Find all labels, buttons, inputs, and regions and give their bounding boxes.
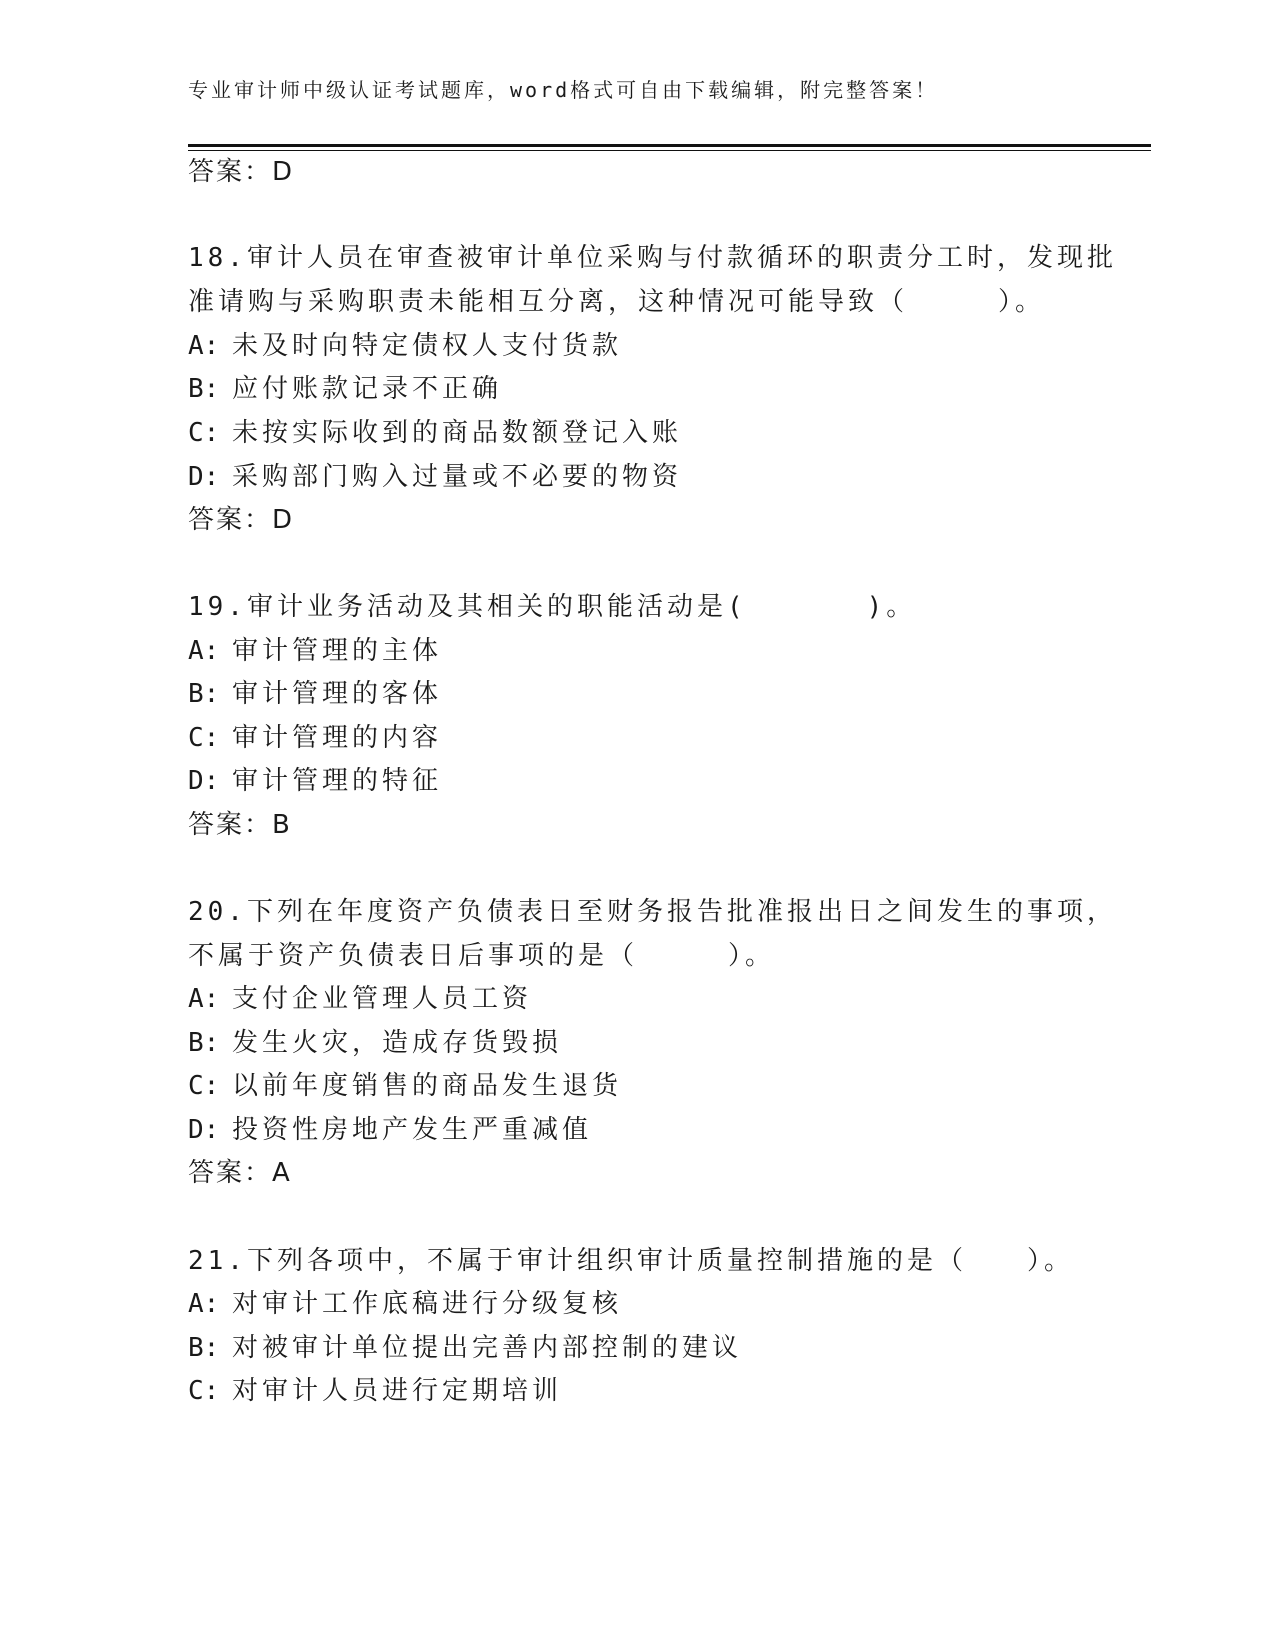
header-rule-thick bbox=[188, 144, 1151, 147]
option-text: 对审计工作底稿进行分级复核 bbox=[232, 1289, 623, 1319]
question-18-stem-line-1: 18.审计人员在审查被审计单位采购与付款循环的职责分工时，发现批 bbox=[188, 243, 1117, 273]
question-21-option-b bbox=[188, 1333, 742, 1363]
question-21-stem-line-1: 21.下列各项中，不属于审计组织审计质量控制措施的是（ ）。 bbox=[188, 1246, 1074, 1276]
option-text: 支付企业管理人员工资 bbox=[232, 984, 533, 1014]
option-label: A: bbox=[188, 1289, 220, 1319]
question-21-option-a bbox=[188, 1289, 622, 1319]
question-20-answer: 答案：A bbox=[188, 1158, 292, 1188]
question-20-option-d bbox=[188, 1115, 592, 1145]
question-19-option-d bbox=[188, 766, 442, 796]
option-text: 发生火灾，造成存货毁损 bbox=[232, 1028, 563, 1058]
question-18-option-a bbox=[188, 331, 622, 361]
option-text: 审计管理的主体 bbox=[232, 636, 443, 666]
option-label: D: bbox=[188, 1115, 220, 1145]
option-label: D: bbox=[188, 462, 220, 492]
option-text: 未及时向特定债权人支付货款 bbox=[232, 331, 623, 361]
option-label: A: bbox=[188, 984, 220, 1014]
page-header: 专业审计师中级认证考试题库，word格式可自由下载编辑，附完整答案！ bbox=[188, 78, 939, 102]
option-label: C: bbox=[188, 723, 220, 753]
option-text: 审计管理的客体 bbox=[232, 679, 443, 709]
option-label: B: bbox=[188, 1333, 220, 1363]
question-19-stem-line-1: 19.审计业务活动及其相关的职能活动是( )。 bbox=[188, 592, 917, 622]
option-text: 对被审计单位提出完善内部控制的建议 bbox=[232, 1333, 743, 1363]
question-20-option-b bbox=[188, 1028, 562, 1058]
question-20-option-c bbox=[188, 1071, 622, 1101]
option-text: 未按实际收到的商品数额登记入账 bbox=[232, 418, 683, 448]
question-21-option-c bbox=[188, 1376, 562, 1406]
option-label: C: bbox=[188, 1376, 220, 1406]
question-19-option-c bbox=[188, 723, 442, 753]
question-20-stem-line-1: 20.下列在年度资产负债表日至财务报告批准报出日之间发生的事项， bbox=[188, 897, 1117, 927]
option-text: 投资性房地产发生严重减值 bbox=[232, 1115, 593, 1145]
question-19-answer: 答案：B bbox=[188, 810, 292, 840]
option-label: C: bbox=[188, 1071, 220, 1101]
question-18-option-b bbox=[188, 374, 502, 404]
option-label: B: bbox=[188, 679, 220, 709]
option-label: A: bbox=[188, 636, 220, 666]
question-18-option-c bbox=[188, 418, 682, 448]
question-19-option-a bbox=[188, 636, 442, 666]
question-18-answer: 答案：D bbox=[188, 505, 295, 535]
option-label: A: bbox=[188, 331, 220, 361]
option-text: 对审计人员进行定期培训 bbox=[232, 1376, 563, 1406]
question-20-stem-line-2: 不属于资产负债表日后事项的是（ ）。 bbox=[188, 941, 776, 971]
option-label: D: bbox=[188, 766, 220, 796]
option-label: B: bbox=[188, 1028, 220, 1058]
answer-17: 答案：D bbox=[188, 157, 295, 187]
header-rule-thin bbox=[188, 150, 1151, 151]
option-text: 审计管理的特征 bbox=[232, 766, 443, 796]
option-text: 应付账款记录不正确 bbox=[232, 374, 503, 404]
question-18-option-d bbox=[188, 462, 682, 492]
option-text: 采购部门购入过量或不必要的物资 bbox=[232, 462, 683, 492]
question-20-option-a bbox=[188, 984, 532, 1014]
option-label: B: bbox=[188, 374, 220, 404]
question-19-option-b bbox=[188, 679, 442, 709]
option-label: C: bbox=[188, 418, 220, 448]
option-text: 以前年度销售的商品发生退货 bbox=[232, 1071, 623, 1101]
option-text: 审计管理的内容 bbox=[232, 723, 443, 753]
question-18-stem-line-2: 准请购与采购职责未能相互分离，这种情况可能导致（ ）。 bbox=[188, 287, 1046, 317]
